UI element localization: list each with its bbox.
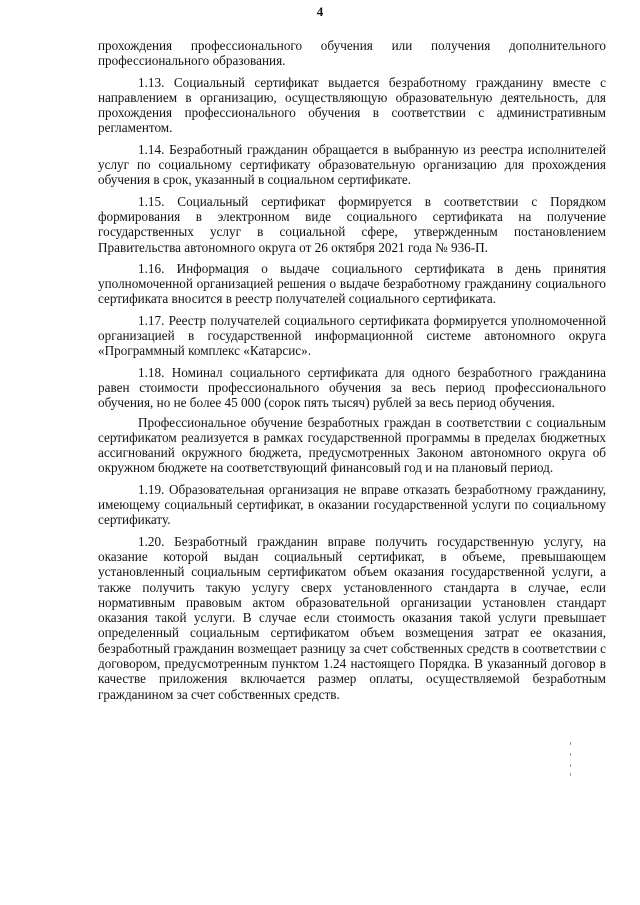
page-number: 4	[316, 4, 324, 19]
paragraph-1-15: 1.15. Социальный сертификат формируется в соответствии с Порядком формирования в электронном виде социального сертификата на получение государственных услуг в социальной сфере, утвержденным постановлением Правительства автономного округа от 26 октября 2021 года № 936-П.	[98, 193, 606, 255]
paragraph-1-18-financing: Профессиональное обучение безработных граждан в соответствии с социальным сертификатом реализуется в рамках государственной программы в пределах бюджетных ассигнований окружного бюджета, предусмотренных Законом автономного округа об окружном бюджете на соответствующий финансовый год и на плановый период.	[98, 414, 606, 476]
paragraph-1-18: 1.18. Номинал социального сертификата для одного безработного гражданина равен стоимости профессионального обучения за весь период профессионального обучения, но не более 45 000 (сорок пять тысяч) рублей за весь период обучения.	[98, 364, 606, 411]
document-body	[98, 38, 606, 708]
paragraph-1-19: 1.19. Образовательная организация не вправе отказать безработному гражданину, имеющему социальный сертификат, в оказании государственной услуги по социальному сертификату.	[98, 481, 606, 528]
scan-mark	[570, 773, 571, 776]
paragraph-1-14: 1.14. Безработный гражданин обращается в выбранную из реестра исполнителей услуг по социальному сертификату образовательную организацию для прохождения обучения в срок, указанный в социальном сертификате.	[98, 141, 606, 188]
paragraph-1-13: 1.13. Социальный сертификат выдается безработному гражданину вместе с направлением в организацию, осуществляющую образовательную деятельность, для прохождения профессионального обучения в соответствии с административным регламентом.	[98, 74, 606, 136]
paragraph-1-16: 1.16. Информация о выдаче социального сертификата в день принятия уполномоченной организацией решения о выдаче безработному гражданину социального сертификата вносится в реестр получателей социального сертификата.	[98, 260, 606, 307]
scan-mark	[570, 753, 571, 756]
scan-mark	[570, 742, 571, 745]
paragraph-continuation: прохождения профессионального обучения или получения дополнительного профессионального образования.	[98, 38, 606, 69]
scan-mark	[570, 764, 571, 767]
paragraph-1-20: 1.20. Безработный гражданин вправе получить государственную услугу, на оказание которой выдан социальный сертификат, в объеме, превышающем установленный социальным сертификатом объем оказания государственной услуги, а также получить такую услугу сверх установленного стандарта в случае, если нормативным правовым актом образовательной организации установлен стандарт оказания такой услуги. В случае если стоимость оказания такой услуги превышает определенный социальным сертификатом объем возмещения затрат ее оказания, безработный гражданин возмещает разницу за счет собственных средств в соответствии с договором, предусмотренным пунктом 1.24 настоящего Порядка. В указанный договор в качестве приложения включается размер оплаты, осуществляемой безработным гражданином за счет собственных средств.	[98, 533, 606, 702]
scan-margin-marks	[568, 742, 574, 776]
paragraph-1-17: 1.17. Реестр получателей социального сертификата формируется уполномоченной организацией в государственной информационной системе автономного округа «Программный комплекс «Катарсис».	[98, 312, 606, 359]
